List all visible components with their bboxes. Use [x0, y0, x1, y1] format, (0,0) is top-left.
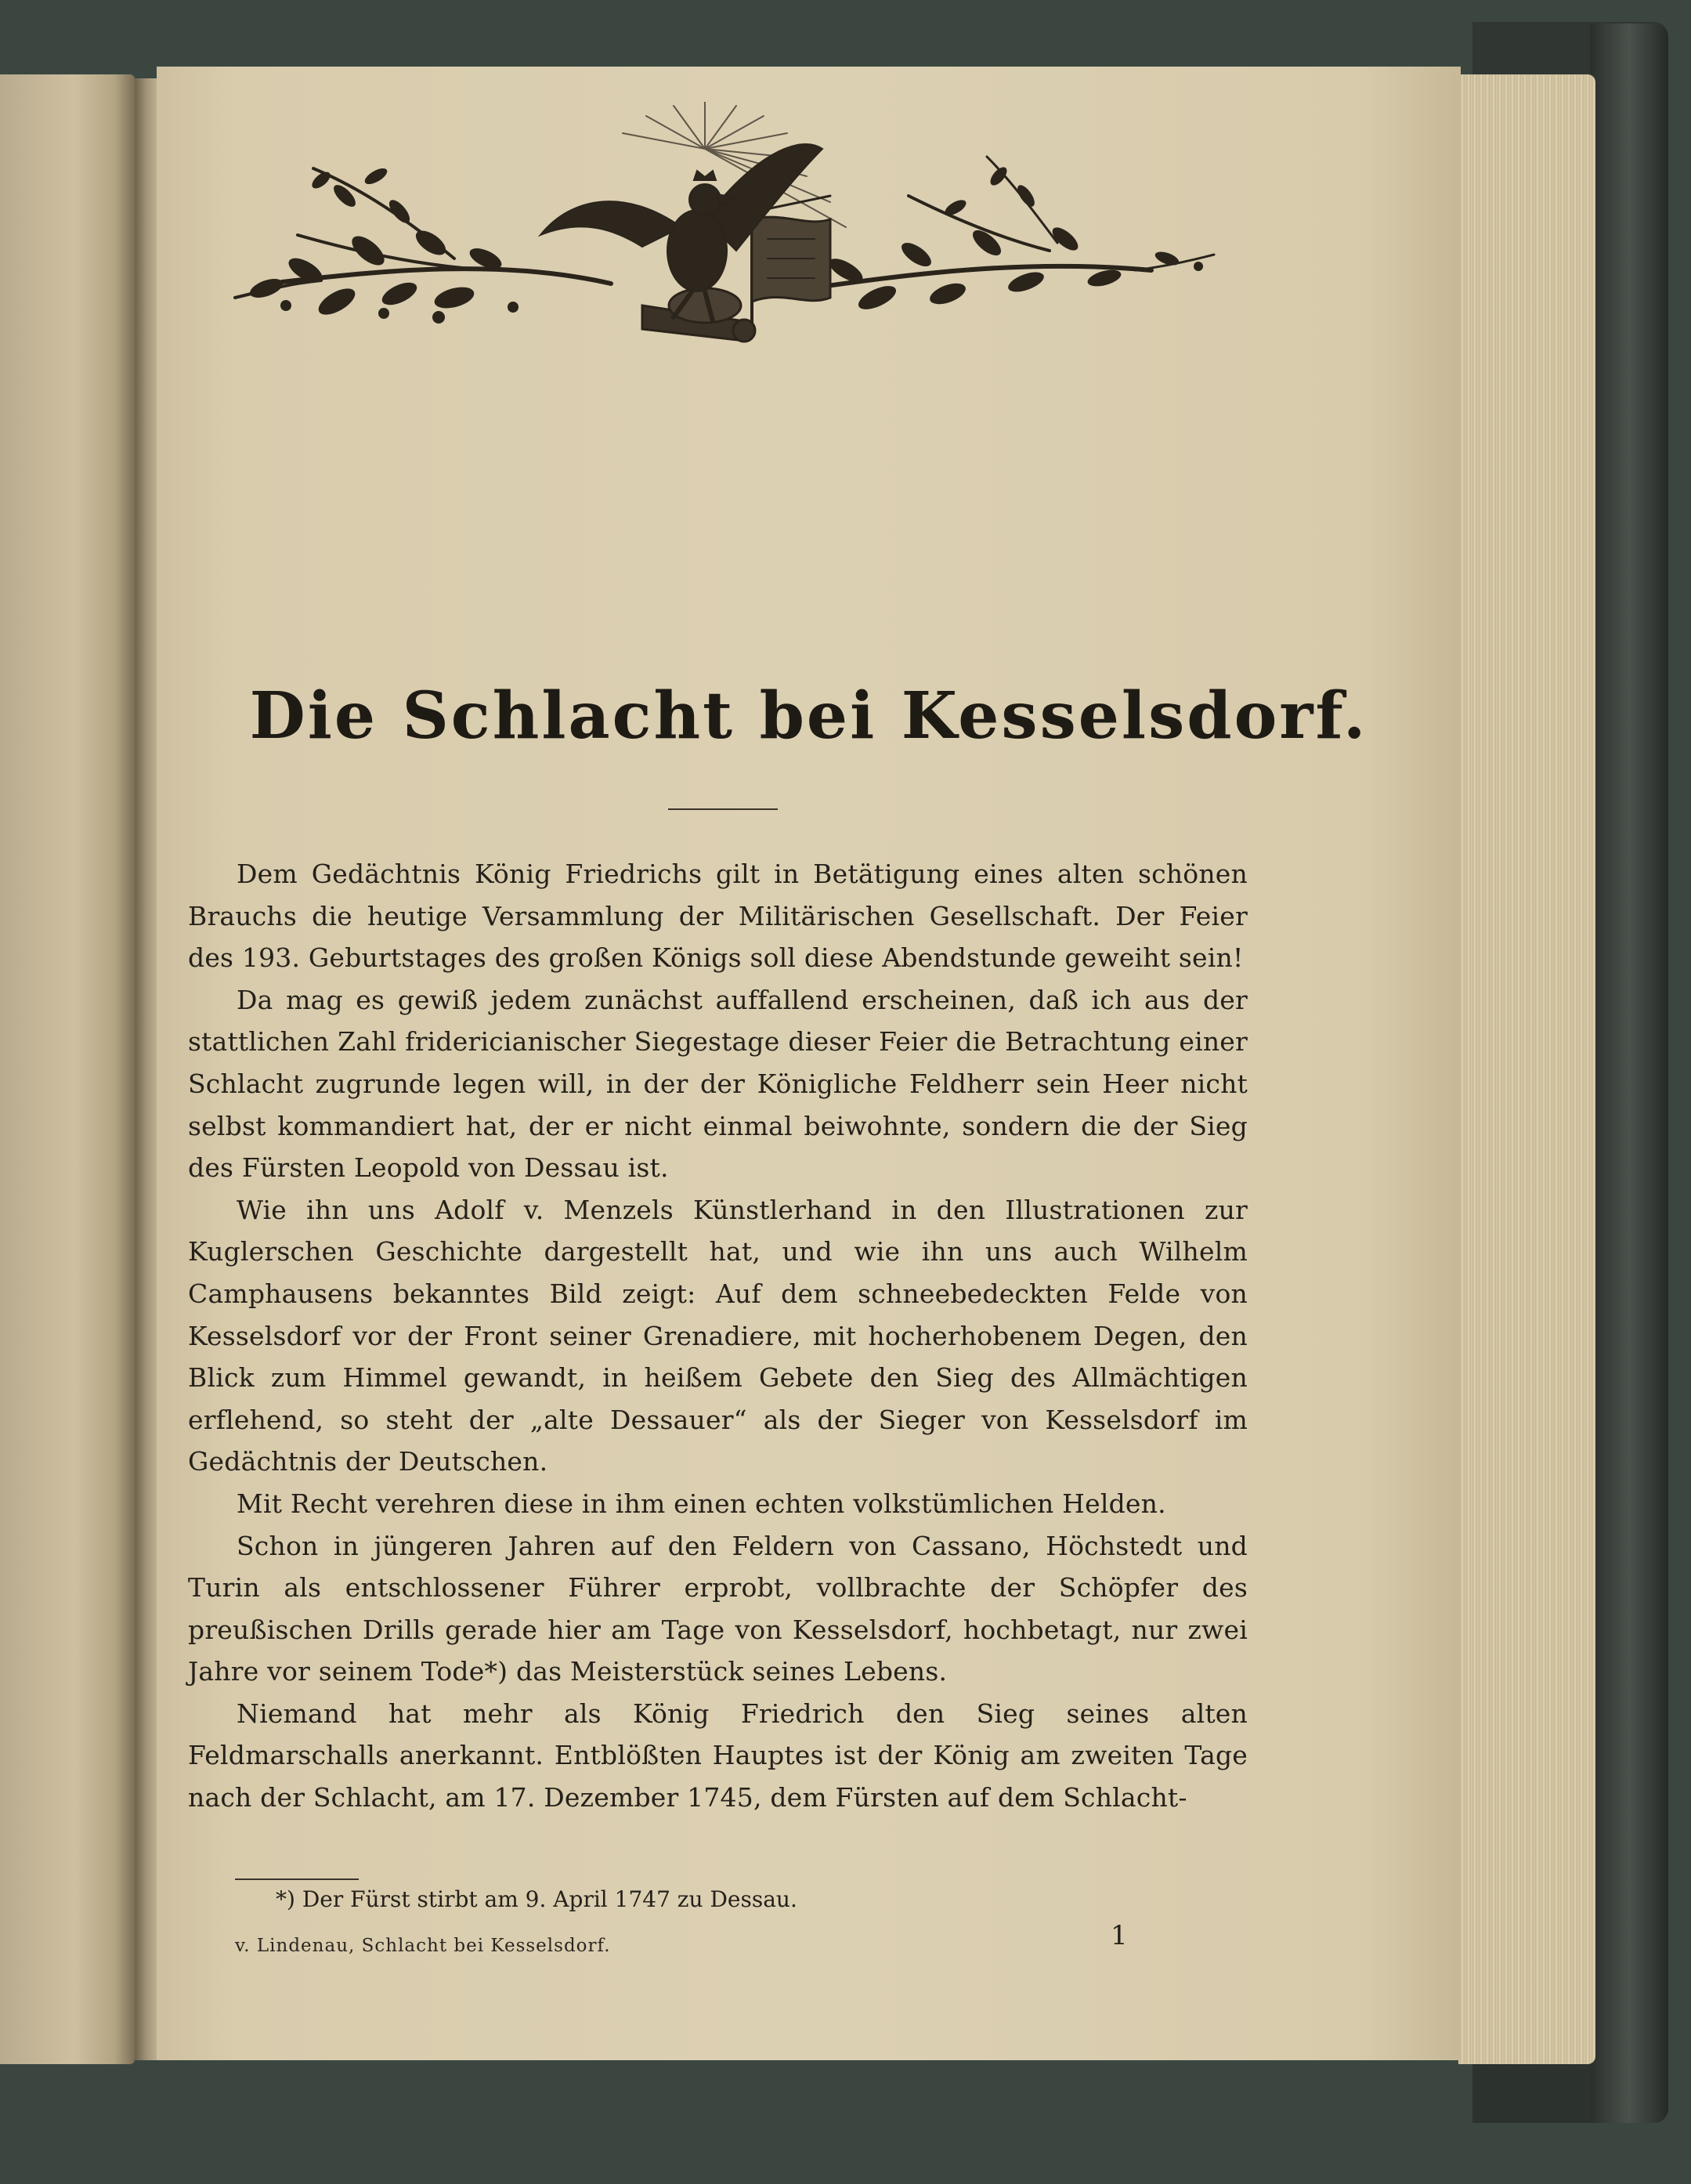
paragraph: Mit Recht verehren diese in ihm einen echten volkstümlichen Helden. — [237, 1488, 1166, 1519]
page-title: Die Schlacht bei Kesselsdorf. — [249, 678, 1368, 754]
footnote-divider — [235, 1878, 359, 1880]
left-page-edge — [0, 74, 135, 2064]
page-stack-edges — [1458, 74, 1595, 2064]
paragraph: Niemand hat mehr als König Friedrich den Sieg seines alten Feldmarschalls anerkannt. Entblößten Hauptes ist der König am zweiten Tage nach der Schlacht, am 17. Dezember 1745, dem Fürsten auf dem Schlacht- — [188, 1698, 1248, 1813]
eagle-vignette-icon — [204, 102, 1222, 353]
page-number: 1 — [1111, 1920, 1128, 1951]
title-divider — [668, 808, 778, 810]
book-cover-edge — [1590, 24, 1668, 2123]
paragraph: Schon in jüngeren Jahren auf den Feldern von Cassano, Höchstedt und Turin als entschlossener Führer erprobt, vollbrachte der Schöpfer des preußischen Drills gerade hier am Tage von Kesselsdorf, hochbetagt, nur zwei Jahre vor seinem Tode*) das Meisterstück seines Lebens. — [188, 1530, 1248, 1687]
body-text — [188, 853, 1248, 1819]
paragraph: Dem Gedächtnis König Friedrichs gilt in Betätigung eines alten schönen Brauchs die heutige Versammlung der Militärischen Gesellschaft. Der Feier des 193. Geburtstages des großen Königs soll diese Abendstunde geweiht sein! — [188, 859, 1248, 974]
footnote: *) Der Fürst stirbt am 9. April 1747 zu Dessau. — [276, 1886, 797, 1912]
signature-line: v. Lindenau, Schlacht bei Kesselsdorf. — [235, 1936, 611, 1956]
paragraph: Da mag es gewiß jedem zunächst auffallend erscheinen, daß ich aus der stattlichen Zahl fridericianischer Siegestage dieser Feier die Betrachtung einer Schlacht zugrunde legen will, in der der Königliche Feldherr sein Heer nicht selbst kommandiert hat, der er nicht einmal beiwohnte, sondern die der Sieg des Fürsten Leopold von Dessau ist. — [188, 984, 1248, 1184]
paragraph: Wie ihn uns Adolf v. Menzels Künstlerhand in den Illustrationen zur Kuglerschen Geschichte dargestellt hat, und wie ihn uns auch Wilhelm Camphausens bekanntes Bild zeigt: Auf dem schneebedeckten Felde von Kesselsdorf vor der Front seiner Grenadiere, mit hocherhobenem Degen, den Blick zum Himmel gewandt, in heißem Gebete den Sieg des Allmächtigen erflehend, so steht der „alte Dessauer“ als der Sieger von Kesselsdorf im Gedächtnis der Deutschen. — [188, 1194, 1248, 1477]
